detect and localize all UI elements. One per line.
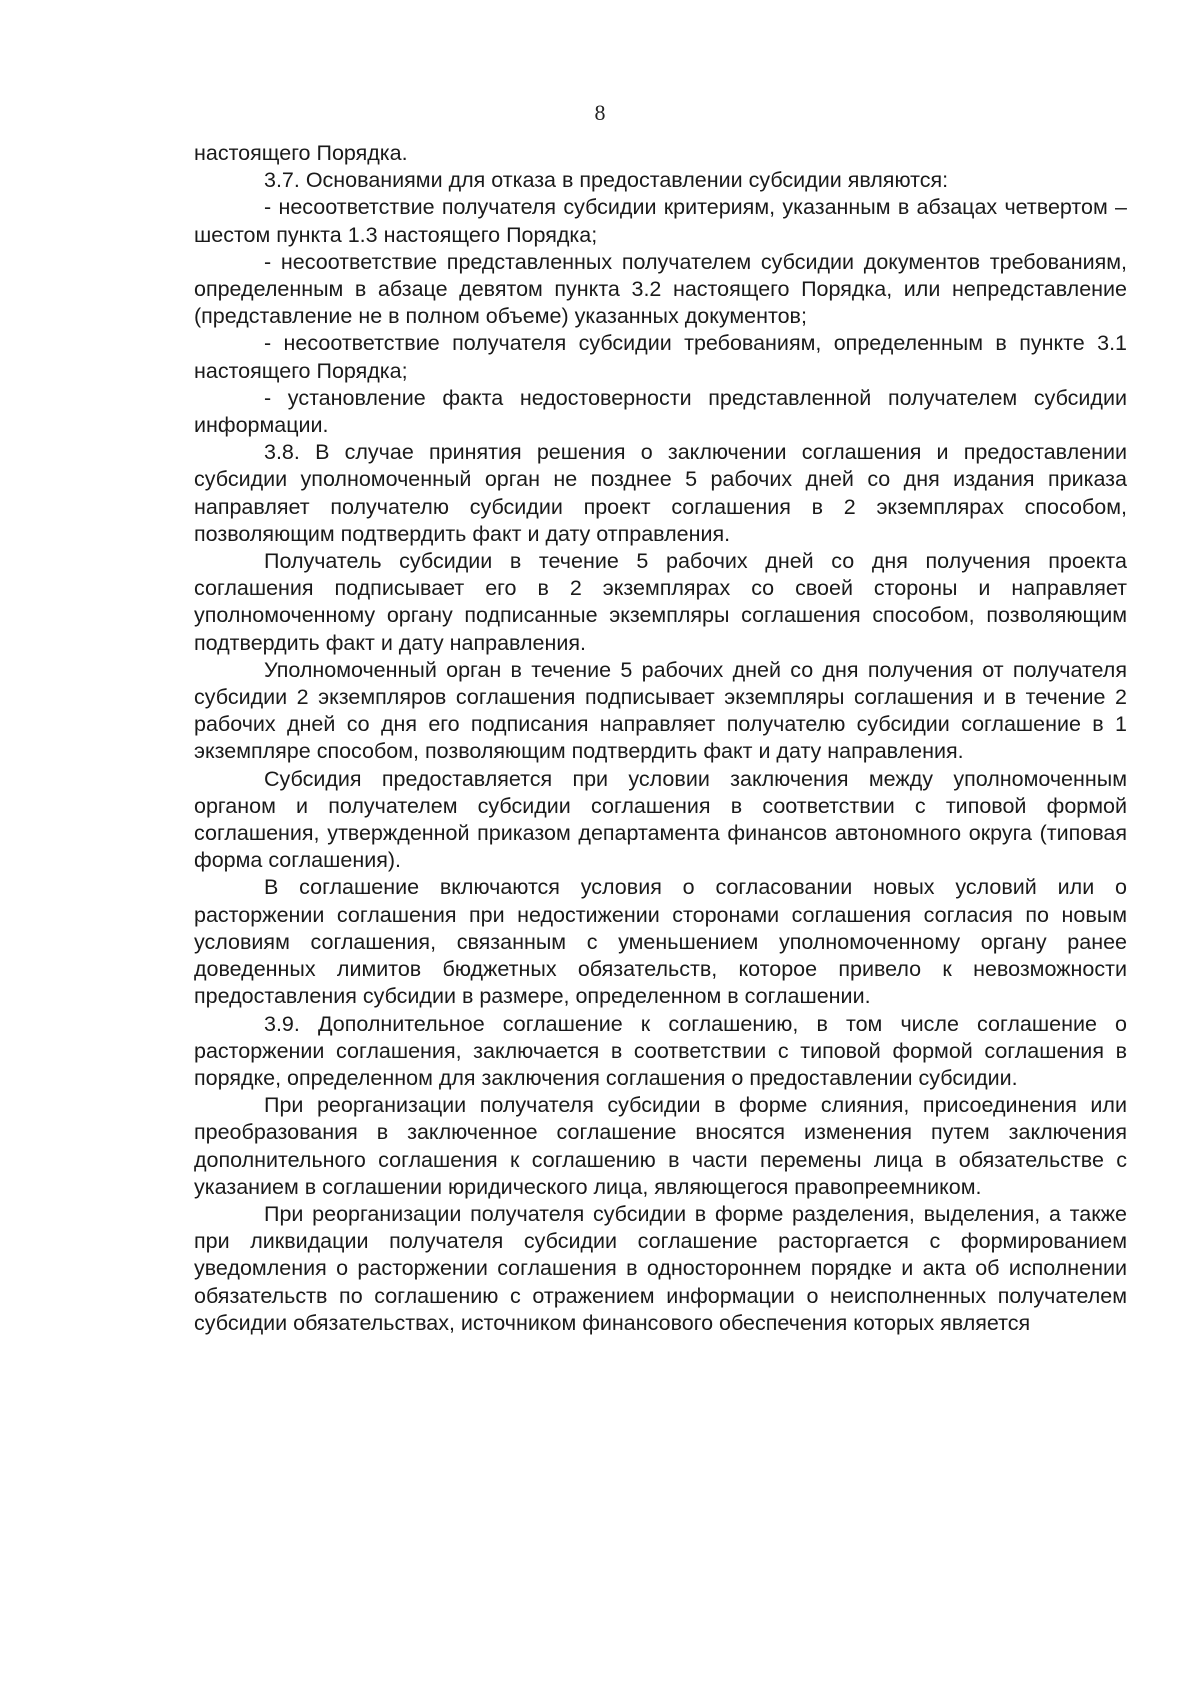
document-body: [194, 140, 1127, 1337]
list-item: - несоответствие получателя субсидии требованиям, определенным в пункте 3.1 настоящего Порядка;: [194, 331, 1127, 383]
list-item: - несоответствие представленных получателем субсидии документов требованиям, определенным в абзаце девятом пункта 3.2 настоящего Порядка, или непредставление (представление не в полном объеме) указанных документов;: [194, 249, 1127, 329]
paragraph: 3.7. Основаниями для отказа в предоставлении субсидии являются:: [264, 168, 949, 193]
paragraph: В соглашение включаются условия о согласовании новых условий или о расторжении соглашения при недостижении сторонами соглашения согласия по новым условиям соглашения, связанным с уменьшением уполномоченному органу ранее доведенных лимитов бюджетных обязательств, которое привело к невозможности предоставления субсидии в размере, определенном в соглашении.: [194, 875, 1127, 1009]
paragraph: 3.9. Дополнительное соглашение к соглашению, в том числе соглашение о расторжении соглашения, заключается в соответствии с типовой формой соглашения в порядке, определенном для заключения соглашения о предоставлении субсидии.: [194, 1011, 1127, 1090]
paragraph: 3.8. В случае принятия решения о заключении соглашения и предоставлении субсидии уполномоченный орган не позднее 5 рабочих дней со дня издания приказа направляет получателю субсидии проект соглашения в 2 экземплярах способом, позволяющим подтвердить факт и дату отправления.: [194, 440, 1127, 546]
list-item: - установление факта недостоверности представленной получателем субсидии информации.: [194, 385, 1127, 438]
paragraph: Уполномоченный орган в течение 5 рабочих дней со дня получения от получателя субсидии 2 экземпляров соглашения подписывает экземпляры соглашения и в течение 2 рабочих дней со дня его подписания направляет получателю субсидии соглашение в 1 экземпляре способом, позволяющим подтвердить факт и дату направления.: [194, 657, 1127, 764]
list-item: - несоответствие получателя субсидии критериям, указанным в абзацах четвертом – шестом пункта 1.3 настоящего Порядка;: [194, 195, 1127, 247]
paragraph: При реорганизации получателя субсидии в форме слияния, присоединения или преобразования в заключенное соглашение вносятся изменения путем заключения дополнительного соглашения к соглашению в части перемены лица в обязательстве с указанием в соглашении юридического лица, являющегося правопреемником.: [194, 1093, 1127, 1199]
paragraph: Субсидия предоставляется при условии заключения между уполномоченным органом и получателем субсидии соглашения в соответствии с типовой формой соглашения, утвержденной приказом департамента финансов автономного округа (типовая форма соглашения).: [194, 766, 1127, 873]
paragraph: настоящего Порядка.: [194, 141, 408, 165]
page-number: 8: [594, 100, 606, 125]
paragraph: При реорганизации получателя субсидии в форме разделения, выделения, а также при ликвидации получателя субсидии соглашение расторгается с формированием уведомления о расторжении соглашения в одностороннем порядке и акта об исполнении обязательств по соглашению с отражением информации о неисполненных получателем субсидии обязательствах, источником финансового обеспечения которых является: [194, 1201, 1127, 1335]
paragraph: Получатель субсидии в течение 5 рабочих дней со дня получения проекта соглашения подписывает его в 2 экземплярах со своей стороны и направляет уполномоченному органу подписанные экземпляры соглашения способом, позволяющим подтвердить факт и дату направления.: [194, 549, 1127, 655]
